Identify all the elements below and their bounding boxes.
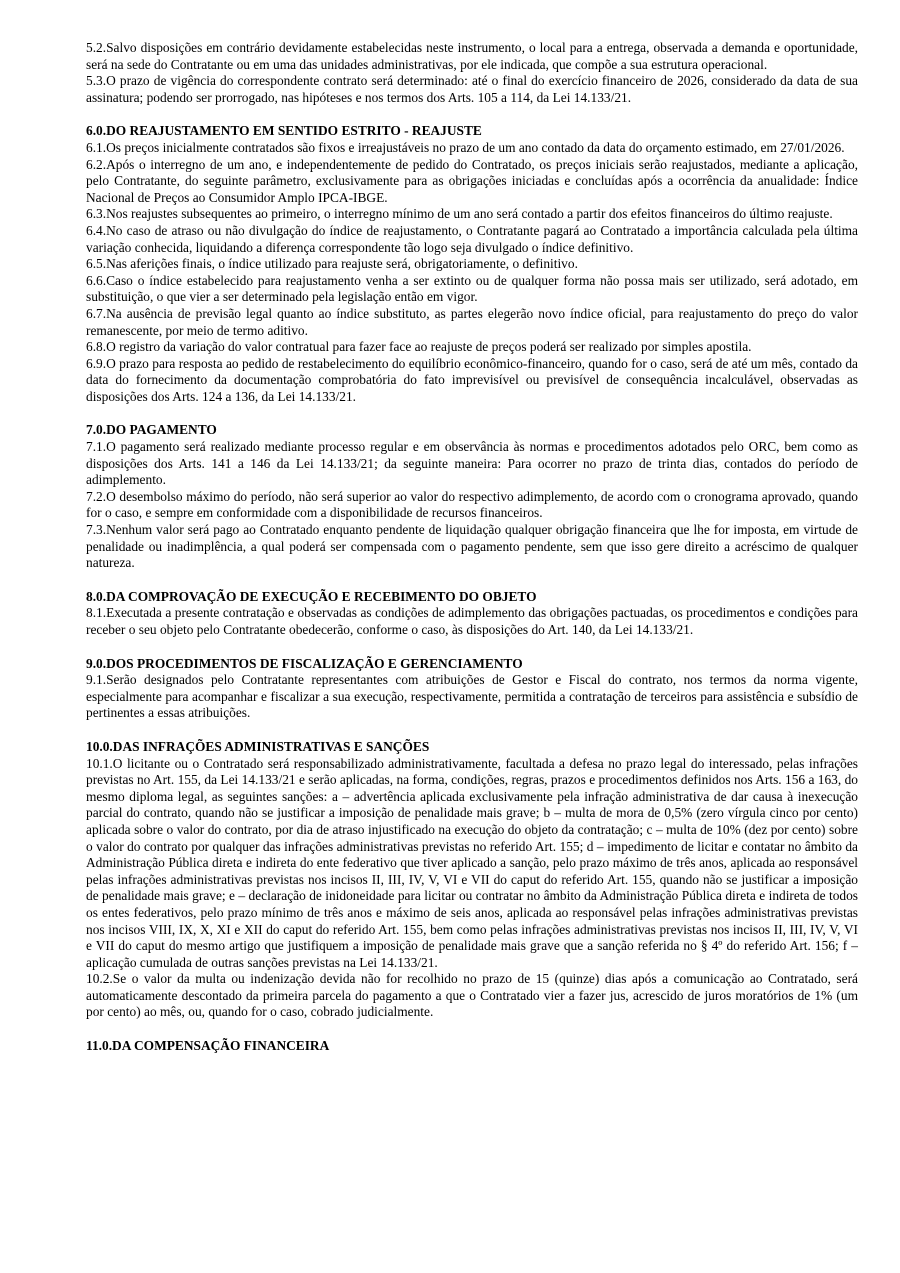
clause-6-1: 6.1.Os preços inicialmente contratados são fixos e irreajustáveis no prazo de um ano contado da data do orçamento estimado, em 27/01/2026. (86, 139, 845, 155)
clause-6-6: 6.6.Caso o índice estabelecido para reajustamento venha a ser extinto ou de qualquer forma não possa mais ser utilizado, será adotado, em substituição, o que vier a ser determinado pela legislação então em vigor. (86, 272, 858, 305)
section-7 (86, 422, 858, 571)
section-7-heading: 7.0.DO PAGAMENTO (86, 422, 217, 438)
section-10-heading: 10.0.DAS INFRAÇÕES ADMINISTRATIVAS E SANÇÕES (86, 738, 430, 754)
clause-5-3: 5.3.O prazo de vigência do correspondente contrato será determinado: até o final do exercício financeiro de 2026, considerado da data de sua assinatura; podendo ser prorrogado, nas hipóteses e nos termos dos Arts. 105 a 114, da Lei 14.133/21. (86, 73, 858, 105)
clause-6-2: 6.2.Após o interregno de um ano, e independentemente de pedido do Contratado, os preços iniciais serão reajustados, mediante a aplicação, pelo Contratante, do seguinte parâmetro, exclusivamente para as obrigações iniciadas e concluídas após a ocorrência da anualidade: Índice Nacional de Preços ao Consumidor Amplo IPCA-IBGE. (86, 156, 858, 205)
section-6-heading: 6.0.DO REAJUSTAMENTO EM SENTIDO ESTRITO - REAJUSTE (86, 123, 482, 139)
section-8 (86, 589, 858, 639)
section-5-continuation (86, 40, 858, 106)
section-6 (86, 123, 858, 405)
section-8-heading: 8.0.DA COMPROVAÇÃO DE EXECUÇÃO E RECEBIMENTO DO OBJETO (86, 588, 537, 604)
document-page (86, 40, 858, 1055)
clause-9-1: 9.1.Serão designados pelo Contratante representantes com atribuições de Gestor e Fiscal do contrato, nos termos da norma vigente, especialmente para acompanhar e fiscalizar a sua execução, respectivamente, permitida a contratação de terceiros para assistência e subsídio de pertinentes a essas atribuições. (86, 672, 858, 721)
section-11 (86, 1038, 858, 1055)
clause-6-4: 6.4.No caso de atraso ou não divulgação do índice de reajustamento, o Contratante pagará ao Contratado a importância calculada pela última variação conhecida, liquidando a diferença correspondente tão logo seja divulgado o índice definitivo. (86, 222, 858, 255)
section-10 (86, 739, 858, 1021)
section-11-heading: 11.0.DA COMPENSAÇÃO FINANCEIRA (86, 1038, 330, 1054)
section-9-heading: 9.0.DOS PROCEDIMENTOS DE FISCALIZAÇÃO E GERENCIAMENTO (86, 655, 523, 671)
clause-6-9: 6.9.O prazo para resposta ao pedido de restabelecimento do equilíbrio econômico-financeiro, quando for o caso, será de até um mês, contado da data do fornecimento da documentação comprobatória do fato imprevisível ou previsível de consequência incalculável, observadas as disposições dos Arts. 124 a 136, da Lei 14.133/21. (86, 355, 858, 404)
clause-10-1: 10.1.O licitante ou o Contratado será responsabilizado administrativamente, facultada a defesa no prazo legal do interessado, pelas infrações previstas no Art. 155, da Lei 14.133/21 e serão aplicadas, na forma, condições, regras, prazos e procedimentos definidos nos Arts. 156 a 163, do mesmo diploma legal, as seguintes sanções: a – advertência aplicada exclusivamente pela infração administrativa de dar causa à inexecução parcial do contrato, quando não se justificar a imposição de penalidade mais grave; b – multa de mora de 0,5% (zero vírgula cinco por cento) aplicada sobre o valor do contrato, por dia de atraso injustificado na execução do objeto da contratação; c – multa de 10% (dez por cento) sobre o valor do contrato por qualquer das infrações administrativas previstas no referido Art. 155; d – impedimento de licitar e contatar no âmbito da Administração Pública direta e indireta do ente federativo que tiver aplicado a sanção, pelo prazo máximo de três anos, aplicada ao responsável pelas infrações administrativas previstas nos incisos II, III, IV, V, VI e VII do caput do referido Art. 155, quando não se justificar a imposição de penalidade mais grave; e – declaração de inidoneidade para licitar ou contratar no âmbito da Administração Pública direta e indireta de todos os entes federativos, pelo prazo mínimo de três anos e máximo de seis anos, aplicada ao responsável pelas infrações administrativas previstas nos incisos VIII, IX, X, XI e XII do caput do referido Art. 155, bem como pelas infrações administrativas previstas nos incisos II, III, IV, V, VI e VII do caput do mesmo artigo que justifiquem a imposição de penalidade mais grave que a sanção referida no § 4º do referido Art. 156; f – aplicação cumulada de outras sanções previstas na Lei 14.133/21. (86, 755, 858, 970)
clause-5-2: 5.2.Salvo disposições em contrário devidamente estabelecidas neste instrumento, o local para a entrega, observada a demanda e oportunidade, será na sede do Contratante ou em uma das unidades administrativas, por ele indicada, que compõe a sua estrutura operacional. (86, 40, 858, 72)
section-9 (86, 656, 858, 722)
clause-6-5: 6.5.Nas aferições finais, o índice utilizado para reajuste será, obrigatoriamente, o definitivo. (86, 256, 578, 272)
clause-10-2: 10.2.Se o valor da multa ou indenização devida não for recolhido no prazo de 15 (quinze) dias após a comunicação ao Contratado, será automaticamente descontado da primeira parcela do pagamento a que o Contratado vier a fazer jus, acrescido de juros moratórios de 1% (um por cento) ao mês, ou, quando for o caso, cobrado judicialmente. (86, 971, 858, 1020)
clause-6-8: 6.8.O registro da variação do valor contratual para fazer face ao reajuste de preços poderá ser realizado por simples apostila. (86, 339, 752, 355)
clause-6-7: 6.7.Na ausência de previsão legal quanto ao índice substituto, as partes elegerão novo índice oficial, para reajustamento do preço do valor remanescente, por meio de termo aditivo. (86, 305, 858, 338)
clause-7-1: 7.1.O pagamento será realizado mediante processo regular e em observância às normas e procedimentos adotados pelo ORC, bem como as disposições dos Arts. 141 a 146 da Lei 14.133/21; da seguinte maneira: Para ocorrer no prazo de trinta dias, contados do período de adimplemento. (86, 439, 858, 488)
clause-7-2: 7.2.O desembolso máximo do período, não será superior ao valor do respectivo adimplemento, de acordo com o cronograma aprovado, quando for o caso, e sempre em conformidade com a disponibilidade de recursos financeiros. (86, 488, 858, 521)
clause-7-3: 7.3.Nenhum valor será pago ao Contratado enquanto pendente de liquidação qualquer obrigação financeira que lhe for imposta, em virtude de penalidade ou inadimplência, a qual poderá ser compensada com o pagamento pendente, sem que isso gere direito a acréscimo de qualquer natureza. (86, 522, 858, 571)
clause-6-3: 6.3.Nos reajustes subsequentes ao primeiro, o interregno mínimo de um ano será contado a partir dos efeitos financeiros do último reajuste. (86, 206, 833, 222)
clause-8-1: 8.1.Executada a presente contratação e observadas as condições de adimplemento das obrigações pactuadas, os procedimentos e condições para receber o seu objeto pelo Contratante obedecerão, conforme o caso, às disposições do Art. 140, da Lei 14.133/21. (86, 605, 858, 637)
